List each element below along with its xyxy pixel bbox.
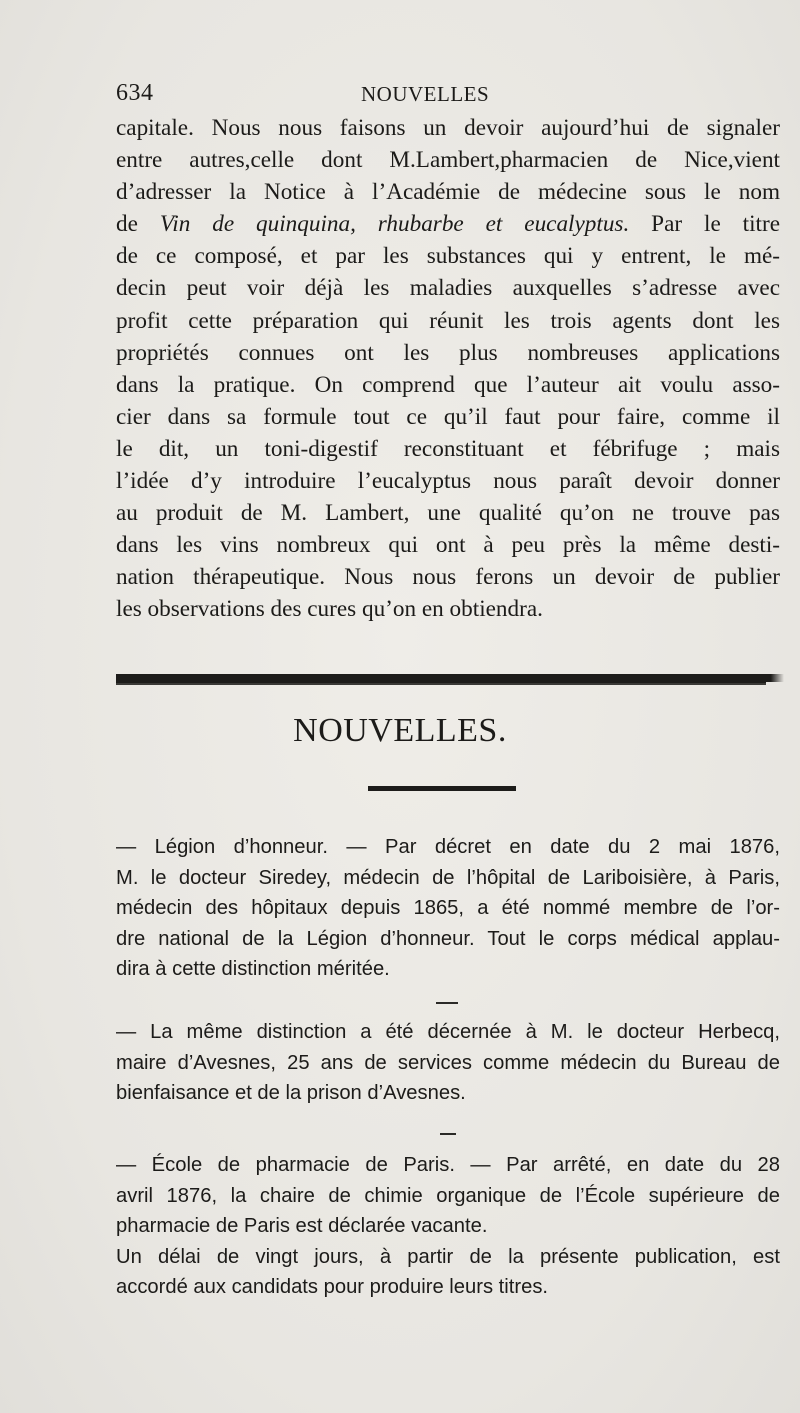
news-item	[116, 832, 780, 985]
page-header	[116, 80, 780, 108]
text-line: au produit de M. Lambert, une qualité qu’on ne trouve pas	[116, 500, 780, 527]
text-line: dans les vins nombreux qui ont à peu près la même desti-	[116, 532, 780, 559]
text-line: propriétés connues ont les plus nombreuses applications	[116, 339, 780, 366]
text-line: cier dans sa formule tout ce qu’il faut pour faire, comme il	[116, 403, 780, 430]
text-line: Un délai de vingt jours, à partir de la présente publication, est	[116, 1245, 780, 1268]
text-line: pharmacie de Paris est déclarée vacante.	[116, 1215, 488, 1237]
text-fragment: Par le titre	[629, 211, 781, 238]
text-line: les observations des cures qu’on en obtiendra.	[116, 596, 543, 623]
text-line: M. le docteur Siredey, médecin de l’hôpital de Lariboisière, à Paris,	[116, 866, 780, 889]
title-underline	[368, 786, 516, 791]
text-line: de ce composé, et par les substances qui y entrent, le mé-	[116, 243, 780, 270]
product-name: Vin de quinquina, rhubarbe et eucalyptus.	[159, 211, 630, 238]
text-line: l’idée d’y introduire l’eucalyptus nous paraît devoir donner	[116, 468, 780, 495]
text-line: d’adresser la Notice à l’Académie de médecine sous le nom	[116, 179, 780, 206]
section-title: NOUVELLES.	[293, 712, 507, 749]
news-item	[116, 1017, 780, 1109]
item-separator	[436, 1002, 458, 1004]
text-line: le dit, un toni-digestif reconstituant et fébrifuge ; mais	[116, 435, 780, 462]
text-line: decin peut voir déjà les maladies auxquelles s’adresse avec	[116, 275, 780, 302]
news-item	[116, 1150, 780, 1303]
text-line: — La même distinction a été décernée à M. le docteur Herbecq,	[116, 1021, 780, 1043]
text-line	[116, 208, 780, 240]
item-separator	[440, 1133, 456, 1135]
text-line: maire d’Avesnes, 25 ans de services comme médecin du Bureau de	[116, 1051, 780, 1074]
section-divider	[116, 674, 766, 685]
text-line: profit cette préparation qui réunit les trois agents dont les	[116, 307, 780, 334]
page-number: 634	[116, 80, 154, 106]
text-line: avril 1876, la chaire de chimie organique de l’École supérieure de	[116, 1184, 780, 1207]
article-paragraph	[116, 112, 780, 626]
text-line: dira à cette distinction méritée.	[116, 958, 390, 980]
text-line: nation thérapeutique. Nous nous ferons un devoir de publier	[116, 564, 780, 591]
text-line: entre autres,celle dont M.Lambert,pharmacien de Nice,vient	[116, 147, 780, 174]
text-line: dre national de la Légion d’honneur. Tout le corps médical applau-	[116, 927, 780, 950]
text-fragment: de	[116, 211, 160, 238]
text-line: — Légion d’honneur. — Par décret en date du 2 mai 1876,	[116, 836, 780, 858]
running-head: NOUVELLES	[361, 82, 490, 106]
text-line: médecin des hôpitaux depuis 1865, a été nommé membre de l’or-	[116, 897, 780, 919]
text-line: capitale. Nous nous faisons un devoir aujourd’hui de signaler	[116, 115, 780, 141]
text-line: — École de pharmacie de Paris. — Par arrêté, en date du 28	[116, 1154, 780, 1176]
text-line: dans la pratique. On comprend que l’auteur ait voulu asso-	[116, 371, 780, 398]
text-line: bienfaisance et de la prison d’Avesnes.	[116, 1082, 466, 1104]
text-line: accordé aux candidats pour produire leurs titres.	[116, 1276, 549, 1298]
